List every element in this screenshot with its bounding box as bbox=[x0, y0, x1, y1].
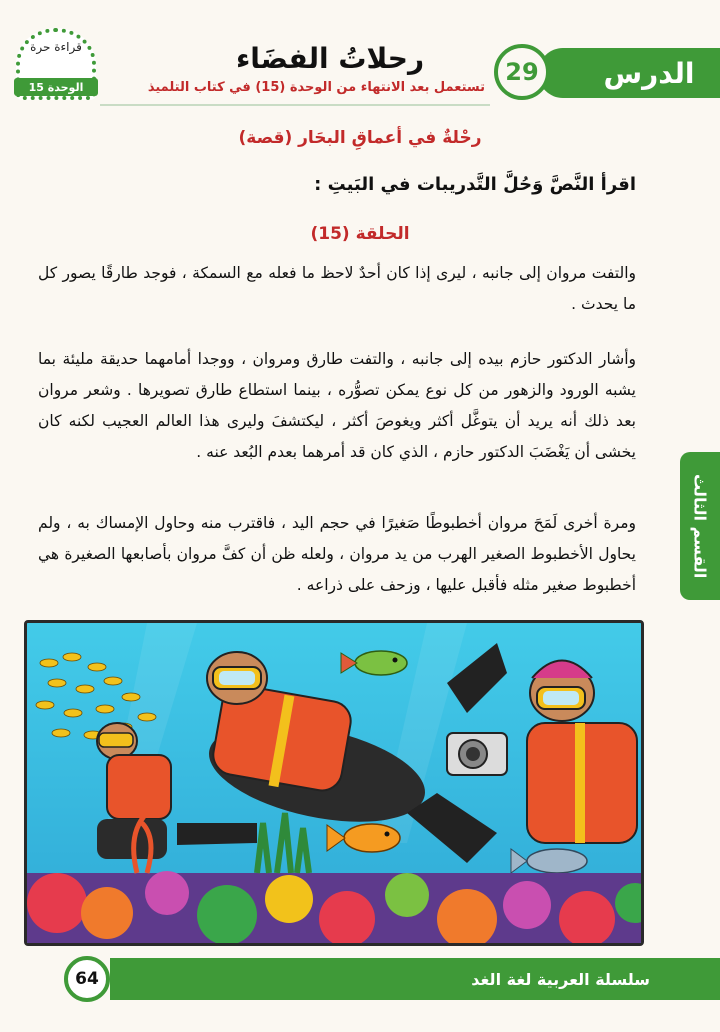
lesson-tab bbox=[538, 48, 720, 98]
paragraph-1: والتفت مروان إلى جانبه ، ليرى إذا كان أحدٌ لاحظ ما فعله مع السمكة ، فوجد طارقًا يصور كل ما يحدث . bbox=[38, 264, 636, 313]
divers-illustration bbox=[24, 620, 644, 946]
free-reading-label: قراءة حرة bbox=[30, 40, 82, 54]
lesson-number: 29 bbox=[505, 58, 539, 86]
paragraph-2: وأشار الدكتور حازم بيده إلى جانبه ، والتفت طارق ومروان ، ووجدا أمامهما حديقة مليئة بما يشبه الورود والزهور من كل نوع يمكن تصوُّره ، بينما استطاع طارق تصويرها . وشعر مروان بعد ذلك أنه يريد أن يتوغَّل أكثر ويغوصَ أكثر ، ليكتشفَ وليرى هذا العالم العجيب لكنه كان يخشى أن يَغْضَبَ الدكتور حازم ، الذي كان قد أمرهما بعدم البُعد عنه . bbox=[38, 350, 636, 461]
page-subtitle: تستعمل بعد الانتهاء من الوحدة (15) في كتاب التلميذ bbox=[147, 80, 485, 95]
unit-label: الوحدة 15 bbox=[14, 78, 98, 96]
lesson-label: الدرس bbox=[603, 56, 695, 90]
footer-band bbox=[110, 958, 720, 1000]
section-side-tab bbox=[680, 452, 720, 600]
underwater-scene-image bbox=[27, 623, 641, 943]
paragraph-3: ومرة أخرى لَمَحَ مروان أخطبوطًا صَغيرًا في حجم اليد ، فاقترب منه وحاول الإمساك به ، ولم يحاول الأخطبوط الصغير الهرب من يد مروان ، ولعله ظن أن كفَّ مروان بأصابعها الصغيرة هي أخطبوط صغير مثله فأقبل عليها ، وزحف على ذراعه . bbox=[38, 514, 636, 594]
section-label: القسم الثالث bbox=[690, 473, 710, 579]
story-title: رحْلةٌ في أعماقِ البحَار (قصة) bbox=[238, 128, 482, 148]
page-number-text: 64 bbox=[75, 969, 99, 989]
page-number bbox=[64, 956, 110, 1002]
lesson-number-badge bbox=[494, 44, 550, 100]
series-title: سلسلة العربية لغة الغد bbox=[471, 969, 650, 989]
instruction-text: اقرأ النَّصَّ وَحُلَّ التَّدريبات في البَيتِ : bbox=[314, 174, 636, 195]
page-title: رحلاتُ الفضَاء bbox=[235, 42, 425, 75]
episode-heading: الحلقة (15) bbox=[310, 224, 410, 244]
header-divider bbox=[100, 104, 490, 106]
